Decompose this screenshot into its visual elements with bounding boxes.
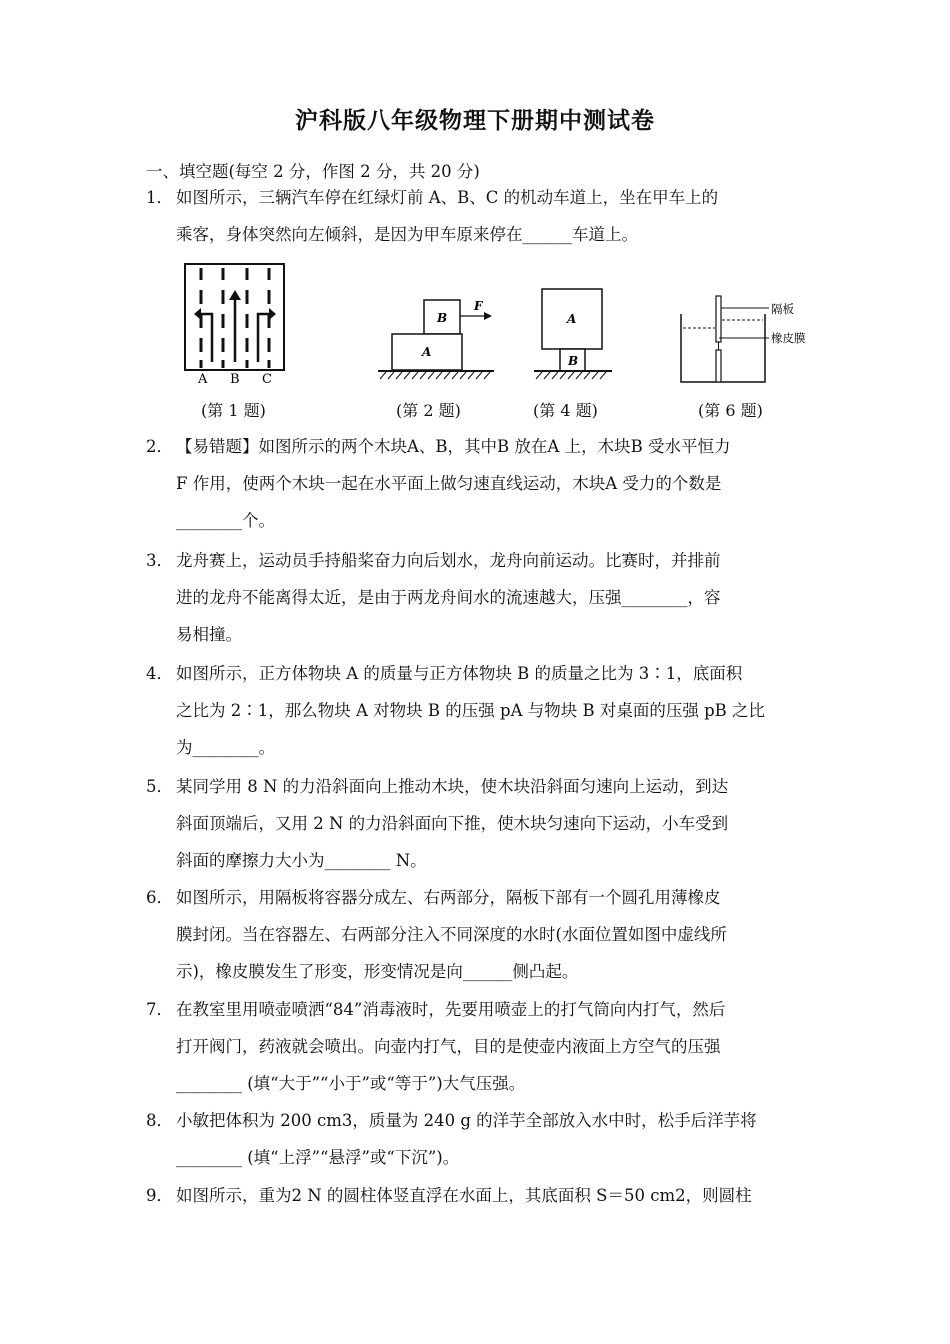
question-number: 7．	[146, 1000, 173, 1019]
figure-1-lanes	[180, 262, 290, 387]
question-line: 小敏把体积为 200 cm3，质量为 240 g 的洋芋全部放入水中时，松手后洋芋将	[176, 1111, 757, 1130]
figure-2-blocks	[376, 294, 501, 384]
section-heading: 一、填空题(每空 2 分，作图 2 分，共 20 分)	[146, 162, 480, 181]
question-7	[146, 991, 814, 1102]
question-line: 【易错题】如图所示的两个木块A、B，其中B 放在A 上，木块B 受水平恒力	[176, 437, 731, 456]
question-4	[146, 655, 814, 766]
question-line: 进的龙舟不能离得太近，是由于两龙舟间水的流速越大，压强________，容	[176, 588, 721, 607]
question-line: 乘客，身体突然向左倾斜，是因为甲车原来停在______车道上。	[176, 225, 638, 244]
page-title: 沪科版八年级物理下册期中测试卷	[295, 108, 655, 134]
question-line: 在教室里用喷壶喷洒“84”消毒液时，先要用喷壶上的打气筒向内打气，然后	[176, 1000, 726, 1019]
figure-caption: (第 4 题)	[533, 401, 598, 420]
block-label: A	[567, 312, 577, 326]
question-line: 易相撞。	[176, 625, 242, 644]
question-8	[146, 1102, 814, 1176]
figure-6-container	[677, 292, 817, 387]
question-3	[146, 542, 814, 653]
question-1	[146, 179, 814, 253]
question-line: 如图所示，用隔板将容器分成左、右两部分，隔板下部有一个圆孔用薄橡皮	[176, 888, 721, 907]
question-line: ________个。	[176, 511, 275, 530]
lane-label: B	[230, 372, 240, 387]
question-line: 某同学用 8 N 的力沿斜面向上推动木块，使木块沿斜面匀速向上运动，到达	[176, 777, 729, 796]
figure-caption: (第 1 题)	[201, 401, 266, 420]
figure-4-blocks	[532, 285, 617, 385]
question-line: 龙舟赛上，运动员手持船桨奋力向后划水，龙舟向前运动。比赛时，并排前	[176, 551, 721, 570]
membrane-label: 橡皮膜	[771, 331, 806, 345]
question-line: 如图所示，正方体物块 A 的质量与正方体物块 B 的质量之比为 3∶1，底面积	[176, 664, 743, 683]
question-line: F 作用，使两个木块一起在水平面上做匀速直线运动，木块A 受力的个数是	[176, 474, 722, 493]
question-number: 3．	[146, 551, 173, 570]
question-number: 5．	[146, 777, 173, 796]
question-6	[146, 879, 814, 990]
ground-hatch	[380, 372, 490, 379]
block-label: A	[422, 345, 432, 359]
question-line: 膜封闭。当在容器左、右两部分注入不同深度的水时(水面位置如图中虚线所	[176, 925, 727, 944]
ground-hatch	[536, 372, 606, 379]
question-line: ________ (填“上浮”“悬浮”或“下沉”)。	[176, 1148, 460, 1167]
question-line: 之比为 2∶1，那么物块 A 对物块 B 的压强 pA 与物块 B 对桌面的压强 pB 之比	[176, 701, 766, 720]
block-label: B	[568, 354, 579, 368]
question-line: 打开阀门，药液就会喷出。向壶内打气，目的是使壶内液面上方空气的压强	[176, 1037, 721, 1056]
figure-caption: (第 6 题)	[698, 401, 763, 420]
question-line: 斜面的摩擦力大小为________ N。	[176, 851, 427, 870]
question-number: 6．	[146, 888, 173, 907]
question-line: 斜面顶端后，又用 2 N 的力沿斜面向下推，使木块匀速向下运动，小车受到	[176, 814, 729, 833]
question-number: 4．	[146, 664, 173, 683]
question-9	[146, 1177, 814, 1214]
partition-label: 隔板	[771, 302, 794, 316]
lane-label: A	[198, 372, 208, 387]
block-label: B	[437, 311, 448, 325]
force-label: F	[474, 299, 483, 313]
question-2	[146, 428, 814, 539]
question-number: 1．	[146, 188, 173, 207]
figure-caption: (第 2 题)	[396, 401, 461, 420]
question-5	[146, 768, 814, 879]
question-number: 2．	[146, 437, 173, 456]
question-line: 如图所示，重为2 N 的圆柱体竖直浮在水面上，其底面积 S＝50 cm2，则圆柱	[176, 1186, 752, 1205]
question-line: ________ (填“大于”“小于”或“等于”)大气压强。	[176, 1074, 526, 1093]
lane-label: C	[262, 372, 272, 387]
question-line: 如图所示，三辆汽车停在红绿灯前 A、B、C 的机动车道上，坐在甲车上的	[176, 188, 719, 207]
question-number: 9．	[146, 1186, 173, 1205]
question-number: 8．	[146, 1111, 173, 1130]
question-line: 示)，橡皮膜发生了形变，形变情况是向______侧凸起。	[176, 962, 579, 981]
question-line: 为________。	[176, 738, 275, 757]
